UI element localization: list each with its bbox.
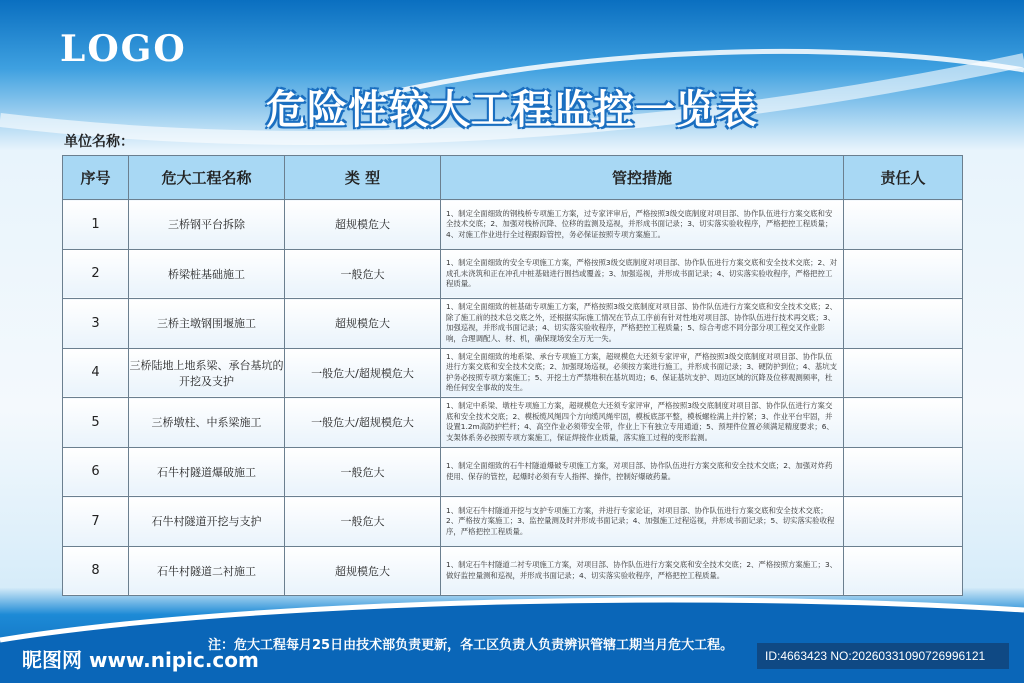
monitoring-table bbox=[62, 155, 963, 596]
row-number: 8 bbox=[63, 546, 129, 596]
table-row bbox=[63, 348, 963, 398]
project-type: 超规模危大 bbox=[285, 200, 441, 250]
responsible-person bbox=[844, 497, 963, 547]
image-id: ID:4663423 NO:20260331090726996121 bbox=[757, 643, 1009, 669]
row-number: 7 bbox=[63, 497, 129, 547]
project-type: 一般危大 bbox=[285, 497, 441, 547]
project-name: 三桥陆地上地系梁、承台基坑的开挖及支护 bbox=[129, 348, 285, 398]
table-row bbox=[63, 497, 963, 547]
row-number: 2 bbox=[63, 249, 129, 299]
watermark: 昵图网 www.nipic.com bbox=[22, 648, 259, 672]
control-measures: 1、制定全面细致的石牛村隧道爆破专项施工方案，对项目部、协作队伍进行方案交底和安全技术交底；2、加强对炸药使用、保存的管控，起爆时必须有专人指挥、操作，控制好爆破药量。 bbox=[441, 447, 844, 497]
control-measures: 1、制定石牛村隧道二衬专项施工方案，对项目部、协作队伍进行方案交底和安全技术交底；2、严格按照方案施工；3、做好监控量测和巡视，并形成书面记录；4、切实落实验收程序，严格把控工程质量。 bbox=[441, 546, 844, 596]
row-number: 4 bbox=[63, 348, 129, 398]
project-type: 一般危大 bbox=[285, 447, 441, 497]
responsible-person bbox=[844, 398, 963, 448]
control-measures: 1、制定全面细致的钢栈桥专项施工方案，过专家评审后，严格按照3级交底制度对项目部、协作队伍进行方案交底和安全技术交底；2、加强对栈桥沉降、位移的监测及巡视，并形成书面记录；3、切实落实验收程序，严格把控工程质量；4、对施工作业进行全过程跟踪管控，务必保证按照专项方案施工。 bbox=[441, 200, 844, 250]
control-measures: 1、制定全面细致的桩基础专项施工方案，严格按照3级交底制度对项目部、协作队伍进行方案交底和安全技术交底；2、除了施工前的技术总交底之外，还根据实际施工情况在节点工序前有针对性地对项目部、协作队伍进行技术再交底；3、加强巡视，并形成书面记录；4、切实落实验收程序，严格把控工程质量；5、综合考虑不同分部分项工程交叉作业影响，合理调配人、材、机，确保现场安全万无一失。 bbox=[441, 299, 844, 349]
logo: LOGO bbox=[60, 28, 187, 70]
header-name: 危大工程名称 bbox=[129, 156, 285, 200]
project-type: 一般危大 bbox=[285, 249, 441, 299]
unit-label: 单位名称： bbox=[64, 134, 134, 150]
table-row bbox=[63, 546, 963, 596]
header-measures: 管控措施 bbox=[441, 156, 844, 200]
responsible-person bbox=[844, 546, 963, 596]
header-no: 序号 bbox=[63, 156, 129, 200]
header-type: 类 型 bbox=[285, 156, 441, 200]
project-name: 三桥主墩钢围堰施工 bbox=[129, 299, 285, 349]
table-row bbox=[63, 249, 963, 299]
project-name: 石牛村隧道二衬施工 bbox=[129, 546, 285, 596]
responsible-person bbox=[844, 447, 963, 497]
responsible-person bbox=[844, 299, 963, 349]
table-row bbox=[63, 299, 963, 349]
project-type: 超规模危大 bbox=[285, 299, 441, 349]
control-measures: 1、制定全面细致的地系梁、承台专项施工方案，超规模危大还须专家评审，严格按照3级交底制度对项目部、协作队伍进行方案交底和安全技术交底；2、加强现场巡视，必须按方案进行施工，并形成书面记录；3、硬防护到位；4、基坑支护务必按照专项方案施工；5、开挖土方严禁堆积在基坑周边；6、保证基坑支护、周边区域的沉降及位移观测频率，杜绝任何安全事故的发生。 bbox=[441, 348, 844, 398]
project-name: 石牛村隧道爆破施工 bbox=[129, 447, 285, 497]
project-name: 石牛村隧道开挖与支护 bbox=[129, 497, 285, 547]
table-row bbox=[63, 200, 963, 250]
control-measures: 1、制定中系梁、墩柱专项施工方案，超规模危大还须专家评审，严格按照3级交底制度对项目部、协作队伍进行方案交底和安全技术交底；2、模板缆风绳四个方向缆风绳牢固，模板底部平整，模板螺栓满上并拧紧；3、作业平台牢固，并设置1.2m高防护栏杆；4、高空作业必须带安全带，作业上下有独立专用通道；5、预埋件位置必须满足精度要求；6、支架体系务必按照专项方案施工，保证焊接作业质量，落实施工过程的变形监测。 bbox=[441, 398, 844, 448]
row-number: 5 bbox=[63, 398, 129, 448]
page-title: 危险性较大工程监控一览表 bbox=[266, 87, 758, 133]
control-measures: 1、制定全面细致的安全专项施工方案，严格按照3级交底制度对项目部、协作队伍进行方案交底和安全技术交底；2、对成孔未浇筑和正在冲孔中桩基础进行围挡或覆盖；3、加强巡视，并形成书面记录；4、切实落实验收程序，严格把控工程质量。 bbox=[441, 249, 844, 299]
responsible-person bbox=[844, 249, 963, 299]
row-number: 3 bbox=[63, 299, 129, 349]
project-type: 一般危大/超规模危大 bbox=[285, 398, 441, 448]
responsible-person bbox=[844, 200, 963, 250]
project-name: 桥梁桩基础施工 bbox=[129, 249, 285, 299]
table-row bbox=[63, 447, 963, 497]
row-number: 6 bbox=[63, 447, 129, 497]
control-measures: 1、制定石牛村隧道开挖与支护专项施工方案，并进行专家论证，对项目部、协作队伍进行方案交底和安全技术交底；2、严格按方案施工；3、监控量测及时并形成书面记录；4、加强施工过程巡视，并形成书面记录；5、切实落实验收程序，严格把控工程质量。 bbox=[441, 497, 844, 547]
project-type: 超规模危大 bbox=[285, 546, 441, 596]
row-number: 1 bbox=[63, 200, 129, 250]
project-type: 一般危大/超规模危大 bbox=[285, 348, 441, 398]
project-name: 三桥墩柱、中系梁施工 bbox=[129, 398, 285, 448]
footer-note: 注：危大工程每月25日由技术部负责更新，各工区负责人负责辨识管辖工期当月危大工程。 bbox=[208, 638, 734, 653]
table-row bbox=[63, 398, 963, 448]
project-name: 三桥钢平台拆除 bbox=[129, 200, 285, 250]
header-person: 责任人 bbox=[844, 156, 963, 200]
table-body bbox=[63, 200, 963, 596]
responsible-person bbox=[844, 348, 963, 398]
